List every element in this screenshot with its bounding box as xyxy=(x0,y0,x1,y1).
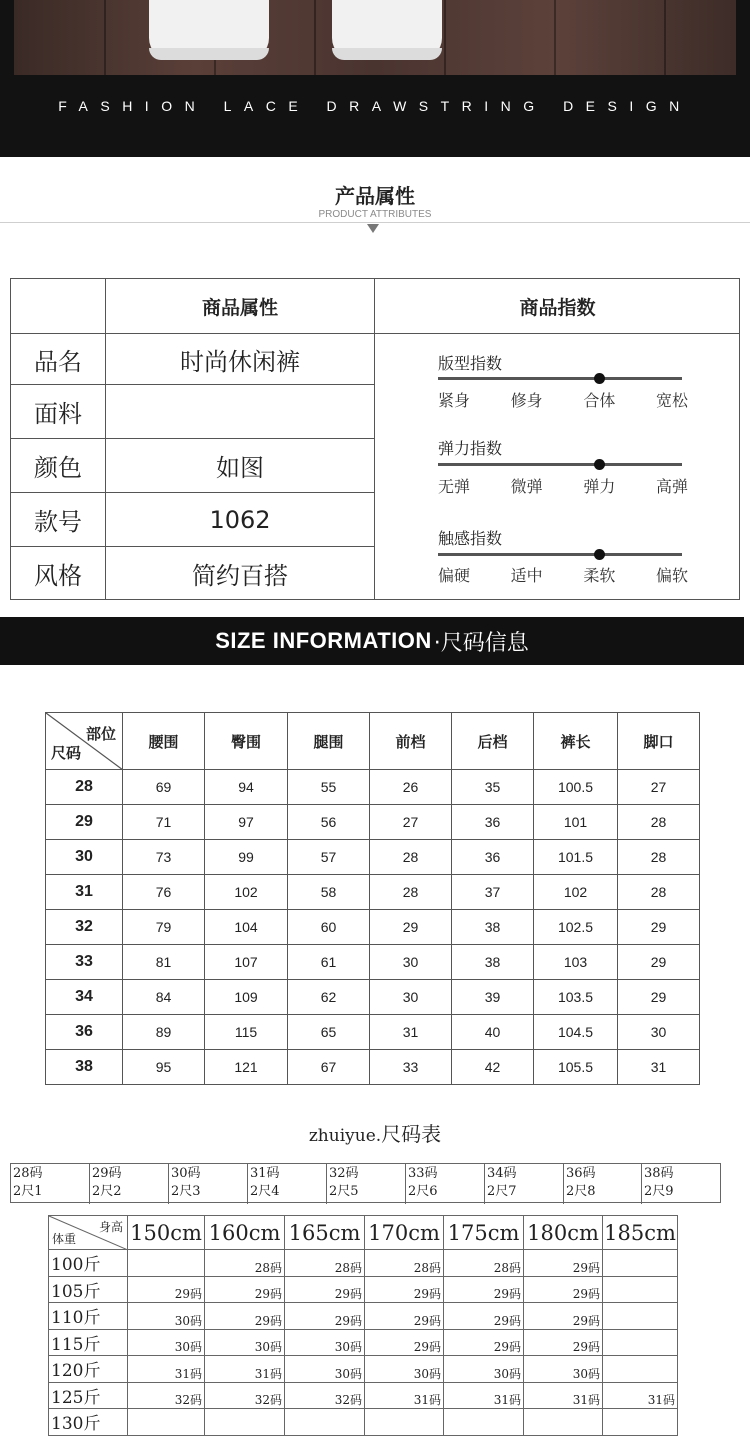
measure-cell: 61 xyxy=(288,945,370,980)
recommended-size-cell: 29码 xyxy=(524,1276,603,1303)
recommended-size-cell: 31码 xyxy=(603,1382,678,1409)
measure-cell: 29 xyxy=(618,910,700,945)
attributes-subtitle: PRODUCT ATTRIBUTES xyxy=(318,209,432,220)
measure-cell: 26 xyxy=(370,770,452,805)
recommended-size-cell: 28码 xyxy=(285,1250,365,1277)
recommended-size-cell: 31码 xyxy=(444,1382,524,1409)
measure-cell: 58 xyxy=(288,875,370,910)
table-row xyxy=(49,1409,678,1436)
fit-index-marker xyxy=(594,373,605,384)
measure-cell: 30 xyxy=(618,1015,700,1050)
size-cell: 29 xyxy=(46,805,123,840)
recommended-size-cell: 29码 xyxy=(205,1276,285,1303)
measure-cell: 103.5 xyxy=(534,980,618,1015)
recommended-size-cell xyxy=(603,1409,678,1436)
recommended-size-cell: 29码 xyxy=(128,1276,205,1303)
measure-cell: 29 xyxy=(370,910,452,945)
measure-cell: 97 xyxy=(205,805,288,840)
hw-corner xyxy=(49,1216,128,1250)
down-arrow-icon xyxy=(367,224,379,233)
measure-cell: 28 xyxy=(618,840,700,875)
measure-cell: 36 xyxy=(452,840,534,875)
measure-cell: 100.5 xyxy=(534,770,618,805)
measure-cell: 29 xyxy=(618,945,700,980)
recommended-size-cell: 29码 xyxy=(524,1250,603,1277)
measure-cell: 102 xyxy=(534,875,618,910)
feel-scale-3: 柔软 xyxy=(583,566,616,585)
conversion-waist: 2尺9 xyxy=(644,1184,674,1199)
measure-cell: 55 xyxy=(288,770,370,805)
measure-cell: 31 xyxy=(618,1050,700,1085)
conversion-size: 38码 xyxy=(644,1166,674,1181)
weight-cell: 105斤 xyxy=(49,1276,128,1303)
col-hip: 臀围 xyxy=(205,713,288,770)
table-row xyxy=(46,770,700,805)
corner-size-label: 尺码 xyxy=(51,745,82,762)
recommended-size-cell: 30码 xyxy=(444,1356,524,1383)
size-chart-header xyxy=(46,713,700,770)
size-table-caption xyxy=(0,1118,750,1147)
product-photo xyxy=(14,0,736,75)
table-row xyxy=(46,1050,700,1085)
measure-cell: 102.5 xyxy=(534,910,618,945)
conversion-cell xyxy=(485,1164,564,1204)
size-chart xyxy=(45,712,700,1085)
fit-index xyxy=(438,351,698,410)
table-row xyxy=(49,1356,678,1383)
table-row xyxy=(46,980,700,1015)
caption-cn: 尺码表 xyxy=(381,1122,442,1146)
conversion-waist: 2尺7 xyxy=(487,1184,517,1199)
table-row xyxy=(49,1382,678,1409)
measure-cell: 67 xyxy=(288,1050,370,1085)
recommended-size-cell: 29码 xyxy=(365,1329,444,1356)
conversion-size: 32码 xyxy=(329,1166,359,1181)
recommended-size-cell: 28码 xyxy=(365,1250,444,1277)
conversion-cell xyxy=(248,1164,327,1204)
left-shoe xyxy=(149,0,269,60)
recommended-size-cell: 29码 xyxy=(365,1276,444,1303)
measure-cell: 109 xyxy=(205,980,288,1015)
conversion-waist: 2尺8 xyxy=(566,1184,596,1199)
recommended-size-cell: 29码 xyxy=(444,1276,524,1303)
fit-scale-4: 宽松 xyxy=(655,391,688,410)
recommended-size-cell: 32码 xyxy=(285,1382,365,1409)
measure-cell: 39 xyxy=(452,980,534,1015)
weight-cell: 130斤 xyxy=(49,1409,128,1436)
recommended-size-cell: 29码 xyxy=(205,1303,285,1330)
recommended-size-cell: 30码 xyxy=(128,1329,205,1356)
label-style: 风格 xyxy=(11,547,106,599)
recommended-size-cell: 30码 xyxy=(524,1356,603,1383)
recommended-size-cell: 30码 xyxy=(285,1356,365,1383)
hero-tagline: FASHION LACE DRAWSTRING DESIGN xyxy=(58,98,692,114)
measure-cell: 38 xyxy=(452,945,534,980)
label-color: 颜色 xyxy=(11,439,106,493)
col-back-rise: 后档 xyxy=(452,713,534,770)
conversion-size: 34码 xyxy=(487,1166,517,1181)
measure-cell: 104 xyxy=(205,910,288,945)
measure-cell: 36 xyxy=(452,805,534,840)
feel-index-bar xyxy=(438,553,682,556)
conversion-cell xyxy=(11,1164,90,1204)
conversion-cell xyxy=(564,1164,642,1204)
recommended-size-cell: 31码 xyxy=(365,1382,444,1409)
col-waist: 腰围 xyxy=(123,713,205,770)
measure-cell: 42 xyxy=(452,1050,534,1085)
value-color: 如图 xyxy=(106,439,375,493)
label-name: 品名 xyxy=(11,334,106,385)
conversion-waist: 2尺3 xyxy=(171,1184,201,1199)
fit-index-bar xyxy=(438,377,682,380)
conversion-waist: 2尺4 xyxy=(250,1184,280,1199)
recommended-size-cell xyxy=(444,1409,524,1436)
elasticity-index-bar xyxy=(438,463,682,466)
feel-scale-4: 偏软 xyxy=(655,566,688,585)
measure-cell: 28 xyxy=(370,875,452,910)
feel-scale-2: 适中 xyxy=(510,566,543,585)
recommended-size-cell: 29码 xyxy=(285,1276,365,1303)
size-cell: 38 xyxy=(46,1050,123,1085)
measure-cell: 99 xyxy=(205,840,288,875)
hero-banner xyxy=(0,0,750,157)
brand-name: zhuiyue. xyxy=(308,1126,382,1146)
conversion-waist: 2尺5 xyxy=(329,1184,359,1199)
elasticity-index-title: 弹力指数 xyxy=(438,439,503,458)
recommended-size-cell: 32码 xyxy=(128,1382,205,1409)
conversion-cell xyxy=(406,1164,485,1204)
fit-scale-1: 紧身 xyxy=(438,391,471,410)
table-row xyxy=(46,1015,700,1050)
recommended-size-cell xyxy=(603,1329,678,1356)
recommended-size-cell xyxy=(365,1409,444,1436)
conversion-size: 33码 xyxy=(408,1166,438,1181)
fit-scale-2: 修身 xyxy=(510,391,543,410)
corner-part-label: 部位 xyxy=(85,726,116,743)
measure-cell: 107 xyxy=(205,945,288,980)
elasticity-index-scale xyxy=(438,474,688,497)
measure-cell: 65 xyxy=(288,1015,370,1050)
recommended-size-cell xyxy=(603,1250,678,1277)
col-thigh: 腿围 xyxy=(288,713,370,770)
table-row xyxy=(49,1250,678,1277)
height-185: 185cm xyxy=(603,1216,678,1250)
recommended-size-cell: 29码 xyxy=(524,1329,603,1356)
feel-index-scale xyxy=(438,563,688,586)
height-160: 160cm xyxy=(205,1216,285,1250)
header-index: 商品指数 xyxy=(375,279,740,334)
table-row xyxy=(49,1303,678,1330)
conversion-size: 30码 xyxy=(171,1166,201,1181)
height-165: 165cm xyxy=(285,1216,365,1250)
measure-cell: 115 xyxy=(205,1015,288,1050)
measure-cell: 35 xyxy=(452,770,534,805)
size-cell: 28 xyxy=(46,770,123,805)
measure-cell: 28 xyxy=(618,875,700,910)
height-175: 175cm xyxy=(444,1216,524,1250)
divider-line xyxy=(0,222,750,223)
weight-cell: 125斤 xyxy=(49,1382,128,1409)
fit-index-scale xyxy=(438,388,688,411)
col-length: 裤长 xyxy=(534,713,618,770)
measure-cell: 69 xyxy=(123,770,205,805)
height-weight-chart xyxy=(48,1215,678,1436)
attributes-table xyxy=(10,278,740,600)
recommended-size-cell: 30码 xyxy=(205,1329,285,1356)
measure-cell: 94 xyxy=(205,770,288,805)
size-cell: 31 xyxy=(46,875,123,910)
table-row xyxy=(46,840,700,875)
measure-cell: 104.5 xyxy=(534,1015,618,1050)
elasticity-index xyxy=(438,436,698,496)
measure-cell: 40 xyxy=(452,1015,534,1050)
label-fabric: 面料 xyxy=(11,385,106,439)
measure-cell: 73 xyxy=(123,840,205,875)
conversion-size: 36码 xyxy=(566,1166,596,1181)
size-cell: 33 xyxy=(46,945,123,980)
measure-cell: 121 xyxy=(205,1050,288,1085)
measure-cell: 95 xyxy=(123,1050,205,1085)
recommended-size-cell xyxy=(603,1303,678,1330)
weight-cell: 100斤 xyxy=(49,1250,128,1277)
recommended-size-cell: 29码 xyxy=(444,1303,524,1330)
measure-cell: 33 xyxy=(370,1050,452,1085)
size-banner-cn: ·尺码信息 xyxy=(433,630,529,656)
conversion-waist: 2尺6 xyxy=(408,1184,438,1199)
recommended-size-cell: 29码 xyxy=(365,1303,444,1330)
conversion-cell xyxy=(169,1164,248,1204)
value-name: 时尚休闲裤 xyxy=(106,334,375,385)
measure-cell: 89 xyxy=(123,1015,205,1050)
measure-cell: 60 xyxy=(288,910,370,945)
size-chart-corner xyxy=(46,713,123,770)
weight-cell: 120斤 xyxy=(49,1356,128,1383)
attributes-title: 产品属性 xyxy=(335,184,415,208)
measure-cell: 71 xyxy=(123,805,205,840)
recommended-size-cell: 28码 xyxy=(205,1250,285,1277)
value-style-no: 1062 xyxy=(106,493,375,547)
elasticity-scale-2: 微弹 xyxy=(510,477,543,496)
recommended-size-cell xyxy=(128,1409,205,1436)
recommended-size-cell: 30码 xyxy=(128,1303,205,1330)
table-row xyxy=(46,910,700,945)
measure-cell: 79 xyxy=(123,910,205,945)
measure-cell: 38 xyxy=(452,910,534,945)
conversion-cell xyxy=(327,1164,406,1204)
recommended-size-cell xyxy=(205,1409,285,1436)
measure-cell: 29 xyxy=(618,980,700,1015)
header-attributes: 商品属性 xyxy=(106,279,375,334)
measure-cell: 56 xyxy=(288,805,370,840)
recommended-size-cell xyxy=(524,1409,603,1436)
feel-index-marker xyxy=(594,549,605,560)
recommended-size-cell xyxy=(603,1276,678,1303)
recommended-size-cell: 31码 xyxy=(128,1356,205,1383)
measure-cell: 102 xyxy=(205,875,288,910)
size-cell: 36 xyxy=(46,1015,123,1050)
table-row xyxy=(46,805,700,840)
recommended-size-cell: 30码 xyxy=(365,1356,444,1383)
measure-cell: 101 xyxy=(534,805,618,840)
recommended-size-cell: 30码 xyxy=(285,1329,365,1356)
table-row xyxy=(46,945,700,980)
measure-cell: 101.5 xyxy=(534,840,618,875)
measure-cell: 28 xyxy=(618,805,700,840)
conversion-size: 31码 xyxy=(250,1166,280,1181)
elasticity-index-marker xyxy=(594,459,605,470)
measure-cell: 30 xyxy=(370,980,452,1015)
measure-cell: 81 xyxy=(123,945,205,980)
elasticity-scale-3: 弹力 xyxy=(583,477,616,496)
hw-header xyxy=(49,1216,678,1250)
feel-index-title: 触感指数 xyxy=(438,529,503,548)
weight-cell: 115斤 xyxy=(49,1329,128,1356)
right-shoe xyxy=(332,0,442,60)
conversion-cell xyxy=(90,1164,169,1204)
conversion-size: 28码 xyxy=(13,1166,43,1181)
size-cell: 32 xyxy=(46,910,123,945)
col-front-rise: 前档 xyxy=(370,713,452,770)
measure-cell: 31 xyxy=(370,1015,452,1050)
measure-cell: 105.5 xyxy=(534,1050,618,1085)
recommended-size-cell: 29码 xyxy=(444,1329,524,1356)
elasticity-scale-4: 高弹 xyxy=(655,477,688,496)
size-conversion-strip xyxy=(10,1163,721,1203)
height-170: 170cm xyxy=(365,1216,444,1250)
size-cell: 30 xyxy=(46,840,123,875)
table-row xyxy=(49,1329,678,1356)
conversion-waist: 2尺2 xyxy=(92,1184,122,1199)
measure-cell: 27 xyxy=(370,805,452,840)
size-information-banner xyxy=(0,617,744,665)
value-fabric xyxy=(106,385,375,439)
recommended-size-cell: 32码 xyxy=(205,1382,285,1409)
recommended-size-cell: 31码 xyxy=(524,1382,603,1409)
feel-scale-1: 偏硬 xyxy=(438,566,471,585)
height-180: 180cm xyxy=(524,1216,603,1250)
elasticity-scale-1: 无弹 xyxy=(438,477,471,496)
table-row xyxy=(49,1276,678,1303)
value-style: 简约百搭 xyxy=(106,547,375,599)
size-banner-en: SIZE INFORMATION xyxy=(215,628,432,653)
measure-cell: 37 xyxy=(452,875,534,910)
conversion-cell xyxy=(642,1164,721,1204)
label-style-no: 款号 xyxy=(11,493,106,547)
height-150: 150cm xyxy=(128,1216,205,1250)
col-leg-opening: 脚口 xyxy=(618,713,700,770)
measure-cell: 28 xyxy=(370,840,452,875)
recommended-size-cell xyxy=(603,1356,678,1383)
feel-index xyxy=(438,526,698,585)
weight-cell: 110斤 xyxy=(49,1303,128,1330)
measure-cell: 30 xyxy=(370,945,452,980)
corner-height-label: 身高 xyxy=(98,1220,123,1234)
measure-cell: 57 xyxy=(288,840,370,875)
recommended-size-cell xyxy=(128,1250,205,1277)
fit-index-title: 版型指数 xyxy=(438,354,503,373)
size-cell: 34 xyxy=(46,980,123,1015)
measure-cell: 27 xyxy=(618,770,700,805)
fit-scale-3: 合体 xyxy=(583,391,616,410)
recommended-size-cell: 31码 xyxy=(205,1356,285,1383)
table-row xyxy=(46,875,700,910)
measure-cell: 103 xyxy=(534,945,618,980)
recommended-size-cell xyxy=(285,1409,365,1436)
conversion-size: 29码 xyxy=(92,1166,122,1181)
attributes-heading xyxy=(0,180,750,220)
measure-cell: 62 xyxy=(288,980,370,1015)
recommended-size-cell: 28码 xyxy=(444,1250,524,1277)
corner-weight-label: 体重 xyxy=(52,1232,77,1246)
recommended-size-cell: 29码 xyxy=(524,1303,603,1330)
measure-cell: 76 xyxy=(123,875,205,910)
measure-cell: 84 xyxy=(123,980,205,1015)
recommended-size-cell: 29码 xyxy=(285,1303,365,1330)
conversion-waist: 2尺1 xyxy=(13,1184,43,1199)
